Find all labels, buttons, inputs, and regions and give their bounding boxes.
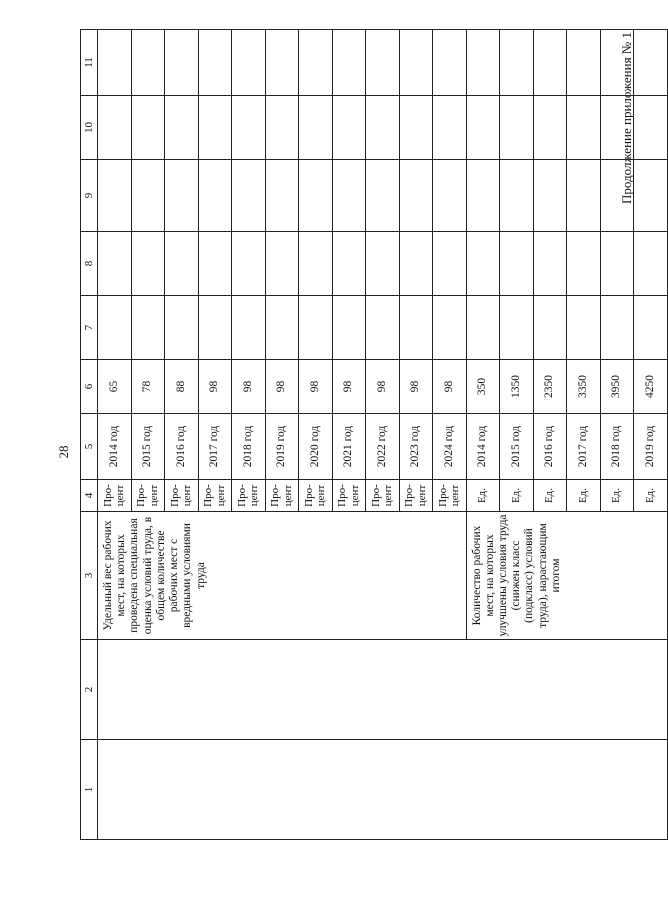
empty-cell bbox=[198, 296, 232, 360]
empty-cell bbox=[399, 96, 433, 160]
year-cell: 2019 год bbox=[634, 414, 668, 480]
empty-cell bbox=[299, 296, 333, 360]
empty-cell bbox=[634, 296, 668, 360]
year-cell: 2019 год bbox=[265, 414, 299, 480]
year-cell: 2018 год bbox=[232, 414, 266, 480]
empty-cell bbox=[634, 96, 668, 160]
empty-cell bbox=[600, 96, 634, 160]
empty-cell bbox=[600, 296, 634, 360]
year-cell: 2014 год bbox=[466, 414, 500, 480]
empty-cell bbox=[500, 30, 534, 96]
empty-cell bbox=[165, 232, 199, 296]
year-cell: 2023 год bbox=[399, 414, 433, 480]
indicator-name: Количество рабочих мест, на которых улучшены условия труда (снижен класс (подкласс) условий труда), нарастающим итогом bbox=[466, 512, 667, 640]
value-cell: 98 bbox=[265, 360, 299, 414]
page-number: 28 bbox=[56, 445, 71, 459]
appendix-label: Продолжение приложения № 1 bbox=[619, 32, 634, 204]
year-cell: 2014 год bbox=[98, 414, 132, 480]
empty-cell bbox=[131, 160, 165, 232]
empty-cell bbox=[131, 96, 165, 160]
empty-cell bbox=[198, 96, 232, 160]
unit-cell: Ед. bbox=[634, 480, 668, 512]
empty-cell bbox=[433, 96, 467, 160]
indicators-table bbox=[80, 29, 668, 840]
empty-cell bbox=[265, 296, 299, 360]
empty-cell bbox=[399, 232, 433, 296]
empty-cell bbox=[332, 96, 366, 160]
value-cell: 3950 bbox=[600, 360, 634, 414]
indicator-name: Удельный вес рабочих мест, на которых проведена специальная оценка условий труда, в общем количестве рабочих мест с вредными условиями труда bbox=[98, 512, 467, 640]
empty-cell bbox=[533, 232, 567, 296]
empty-cell bbox=[533, 296, 567, 360]
value-cell: 98 bbox=[299, 360, 333, 414]
empty-cell bbox=[299, 232, 333, 296]
unit-cell: Ед. bbox=[466, 480, 500, 512]
empty-cell bbox=[265, 30, 299, 96]
empty-cell bbox=[265, 232, 299, 296]
unit-cell: Про-цент bbox=[232, 480, 266, 512]
empty-cell bbox=[232, 30, 266, 96]
value-cell: 98 bbox=[399, 360, 433, 414]
empty-cell bbox=[332, 160, 366, 232]
year-cell: 2016 год bbox=[533, 414, 567, 480]
unit-cell: Про-цент bbox=[433, 480, 467, 512]
header-cell: 11 bbox=[81, 30, 98, 96]
header-cell: 6 bbox=[81, 360, 98, 414]
empty-cell bbox=[399, 160, 433, 232]
value-cell: 1350 bbox=[500, 360, 534, 414]
empty-cell bbox=[232, 160, 266, 232]
empty-cell bbox=[232, 96, 266, 160]
header-cell: 4 bbox=[81, 480, 98, 512]
unit-cell: Про-цент bbox=[332, 480, 366, 512]
header-cell: 5 bbox=[81, 414, 98, 480]
value-cell: 88 bbox=[165, 360, 199, 414]
value-cell: 98 bbox=[232, 360, 266, 414]
empty-cell bbox=[265, 160, 299, 232]
value-cell: 3350 bbox=[567, 360, 601, 414]
value-cell: 98 bbox=[332, 360, 366, 414]
empty-cell bbox=[466, 160, 500, 232]
year-cell: 2015 год bbox=[500, 414, 534, 480]
unit-cell: Про-цент bbox=[366, 480, 400, 512]
empty-cell bbox=[567, 296, 601, 360]
empty-cell bbox=[299, 30, 333, 96]
empty-cell bbox=[332, 232, 366, 296]
empty-cell bbox=[399, 296, 433, 360]
empty-cell bbox=[332, 30, 366, 96]
empty-cell bbox=[198, 232, 232, 296]
empty-cell bbox=[165, 296, 199, 360]
header-cell: 8 bbox=[81, 232, 98, 296]
empty-cell bbox=[366, 160, 400, 232]
empty-cell bbox=[466, 232, 500, 296]
empty-cell bbox=[466, 30, 500, 96]
empty-cell bbox=[98, 232, 132, 296]
empty-cell bbox=[98, 296, 132, 360]
year-cell: 2020 год bbox=[299, 414, 333, 480]
empty-cell bbox=[533, 160, 567, 232]
year-cell: 2017 год bbox=[198, 414, 232, 480]
unit-cell: Ед. bbox=[533, 480, 567, 512]
empty-cell bbox=[366, 296, 400, 360]
unit-cell: Про-цент bbox=[198, 480, 232, 512]
empty-cell bbox=[299, 160, 333, 232]
empty-cell bbox=[165, 30, 199, 96]
empty-cell bbox=[634, 30, 668, 96]
empty-cell bbox=[98, 160, 132, 232]
header-cell: 9 bbox=[81, 160, 98, 232]
empty-cell bbox=[366, 96, 400, 160]
empty-cell bbox=[466, 296, 500, 360]
year-cell: 2015 год bbox=[131, 414, 165, 480]
empty-cell bbox=[500, 296, 534, 360]
empty-cell bbox=[500, 232, 534, 296]
unit-cell: Про-цент bbox=[399, 480, 433, 512]
value-cell: 4250 bbox=[634, 360, 668, 414]
year-cell: 2022 год bbox=[366, 414, 400, 480]
empty-cell bbox=[366, 30, 400, 96]
empty-cell bbox=[98, 96, 132, 160]
unit-cell: Про-цент bbox=[98, 480, 132, 512]
empty-cell bbox=[433, 296, 467, 360]
header-cell: 2 bbox=[81, 640, 98, 740]
value-cell: 98 bbox=[366, 360, 400, 414]
empty-cell bbox=[600, 160, 634, 232]
empty-cell bbox=[198, 30, 232, 96]
empty-cell bbox=[533, 30, 567, 96]
empty-cell bbox=[332, 296, 366, 360]
empty-cell bbox=[165, 96, 199, 160]
empty-cell bbox=[299, 96, 333, 160]
empty-cell bbox=[131, 296, 165, 360]
empty-cell bbox=[433, 160, 467, 232]
empty-cell bbox=[399, 30, 433, 96]
value-cell: 78 bbox=[131, 360, 165, 414]
unit-cell: Про-цент bbox=[165, 480, 199, 512]
empty-cell bbox=[634, 232, 668, 296]
empty-cell bbox=[98, 30, 132, 96]
header-cell: 1 bbox=[81, 740, 98, 840]
empty-cell bbox=[533, 96, 567, 160]
value-cell: 98 bbox=[433, 360, 467, 414]
empty-cell bbox=[500, 96, 534, 160]
empty-cell bbox=[433, 232, 467, 296]
empty-cell bbox=[567, 96, 601, 160]
unit-cell: Ед. bbox=[567, 480, 601, 512]
col2-cell bbox=[98, 640, 668, 740]
empty-cell bbox=[198, 160, 232, 232]
unit-cell: Про-цент bbox=[265, 480, 299, 512]
empty-cell bbox=[600, 232, 634, 296]
empty-cell bbox=[500, 160, 534, 232]
empty-cell bbox=[466, 96, 500, 160]
table-row bbox=[98, 30, 132, 840]
value-cell: 65 bbox=[98, 360, 132, 414]
value-cell: 98 bbox=[198, 360, 232, 414]
unit-cell: Про-цент bbox=[299, 480, 333, 512]
empty-cell bbox=[232, 296, 266, 360]
empty-cell bbox=[600, 30, 634, 96]
header-row bbox=[81, 30, 98, 840]
empty-cell bbox=[232, 232, 266, 296]
unit-cell: Про-цент bbox=[131, 480, 165, 512]
unit-cell: Ед. bbox=[600, 480, 634, 512]
year-cell: 2018 год bbox=[600, 414, 634, 480]
empty-cell bbox=[131, 30, 165, 96]
empty-cell bbox=[131, 232, 165, 296]
value-cell: 350 bbox=[466, 360, 500, 414]
year-cell: 2024 год bbox=[433, 414, 467, 480]
empty-cell bbox=[265, 96, 299, 160]
empty-cell bbox=[567, 232, 601, 296]
empty-cell bbox=[567, 160, 601, 232]
header-cell: 10 bbox=[81, 96, 98, 160]
empty-cell bbox=[165, 160, 199, 232]
header-cell: 7 bbox=[81, 296, 98, 360]
year-cell: 2016 год bbox=[165, 414, 199, 480]
header-cell: 3 bbox=[81, 512, 98, 640]
year-cell: 2017 год bbox=[567, 414, 601, 480]
col1-cell bbox=[98, 740, 668, 840]
empty-cell bbox=[634, 160, 668, 232]
empty-cell bbox=[433, 30, 467, 96]
year-cell: 2021 год bbox=[332, 414, 366, 480]
unit-cell: Ед. bbox=[500, 480, 534, 512]
value-cell: 2350 bbox=[533, 360, 567, 414]
empty-cell bbox=[567, 30, 601, 96]
empty-cell bbox=[366, 232, 400, 296]
